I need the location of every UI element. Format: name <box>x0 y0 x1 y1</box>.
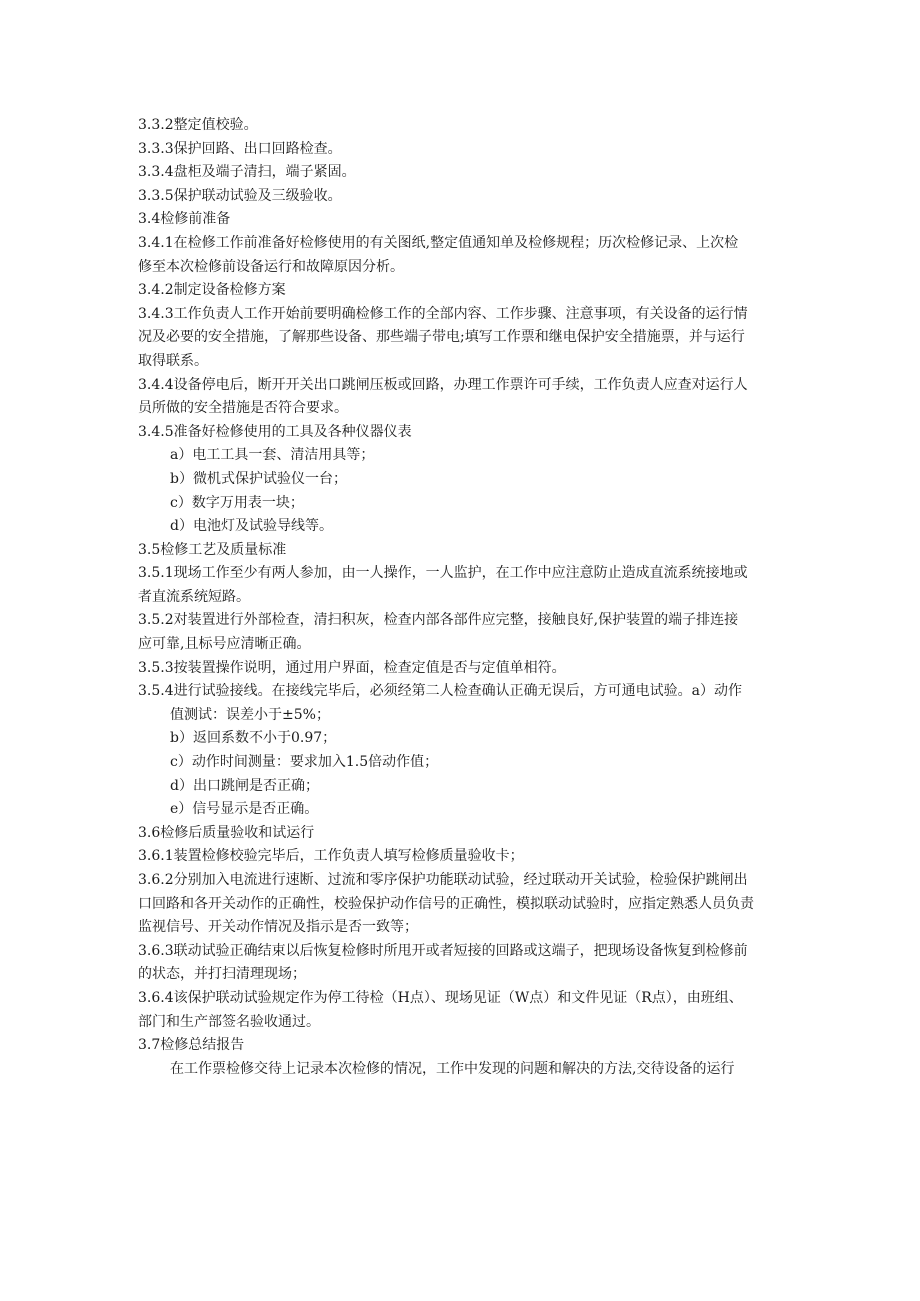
section-3-4-3: 3.4.3工作负责人工作开始前要明确检修工作的全部内容、工作步骤、注意事项，有关设备的运行情 况及必要的安全措施，了解那些设备、那些端子带电;填写工作票和继电保护安全措施票，并与运行 取得联系。 <box>138 305 748 369</box>
section-3-6-4: 3.6.4该保护联动试验规定作为停工待检（H点）、现场见证（W点）和文件见证（R点），由班组、 部门和生产部签名验收通过。 <box>138 989 743 1030</box>
list-item-test-c: c）动作时间测量：要求加入1.5倍动作值； <box>170 754 439 771</box>
section-3-6-3: 3.6.3联动试验正确结束以后恢复检修时所甩开或者短接的回路或这端子，把现场设备恢复到检修前 的状态，并打扫清理现场； <box>138 942 748 983</box>
heading-3-4: 3.4检修前准备 <box>138 211 231 228</box>
section-3-6-1: 3.6.1装置检修校验完毕后，工作负责人填写检修质量验收卡； <box>138 848 524 865</box>
section-3-3-3: 3.3.3保护回路、出口回路检查。 <box>138 140 342 157</box>
section-3-3-4: 3.3.4盘柜及端子清扫，端子紧固。 <box>138 164 356 181</box>
heading-3-6: 3.6检修后质量验收和试运行 <box>138 824 315 841</box>
list-item-tools-c: c）数字万用表一块； <box>170 494 304 511</box>
document-body <box>138 114 814 1081</box>
section-3-5-1: 3.5.1现场工作至少有两人参加，由一人操作，一人监护，在工作中应注意防止造成直流系统接地或 者直流系统短路。 <box>138 565 748 605</box>
list-item-tools-b: b）微机式保护试验仪一台； <box>170 470 347 487</box>
section-3-3-5: 3.3.5保护联动试验及三级验收。 <box>138 187 342 204</box>
list-item-test-e: e）信号显示是否正确。 <box>170 801 319 818</box>
section-3-4-4: 3.4.4设备停电后，断开开关出口跳闸压板或回路，办理工作票许可手续，工作负责人应查对运行人 员所做的安全措施是否符合要求。 <box>138 376 748 417</box>
heading-3-7: 3.7检修总结报告 <box>138 1037 245 1054</box>
heading-3-5: 3.5检修工艺及质量标准 <box>138 541 287 558</box>
section-3-7-body: 在工作票检修交待上记录本次检修的情况，工作中发现的问题和解决的方法,交待设备的运行 <box>170 1060 735 1077</box>
section-3-5-4: 3.5.4进行试验接线。在接线完毕后，必须经第二人检查确认正确无误后，方可通电试验。a）动作 值测试：误差小于±5%； <box>138 683 742 723</box>
list-item-test-b: b）返回系数不小于0.97； <box>170 730 337 747</box>
list-item-tools-a: a）电工工具一套、清洁用具等； <box>170 447 375 464</box>
section-3-6-2: 3.6.2分别加入电流进行速断、过流和零序保护功能联动试验，经过联动开关试验，检验保护跳闸出 口回路和各开关动作的正确性，校验保护动作信号的正确性，模拟联动试验时，应指定熟悉人员负责 监视信号、开关动作情况及指示是否一致等； <box>138 872 754 936</box>
section-3-5-2: 3.5.2对装置进行外部检查，清扫积灰，检查内部各部件应完整，接触良好,保护装置的端子排连接 应可靠,且标号应清晰正确。 <box>138 612 739 653</box>
section-3-5-3: 3.5.3按装置操作说明，通过用户界面，检查定值是否与定值单相符。 <box>138 659 566 676</box>
list-item-tools-d: d）电池灯及试验导线等。 <box>170 518 333 535</box>
list-item-test-d: d）出口跳闸是否正确； <box>170 777 319 794</box>
section-3-4-1: 3.4.1在检修工作前准备好检修使用的有关图纸,整定值通知单及检修规程；历次检修记录、上次检 修至本次检修前设备运行和故障原因分析。 <box>138 234 739 275</box>
section-3-4-5: 3.4.5准备好检修使用的工具及各种仪器仪表 <box>138 423 412 440</box>
section-3-3-2: 3.3.2整定值校验。 <box>138 117 258 133</box>
section-3-4-2: 3.4.2制定设备检修方案 <box>138 282 286 299</box>
